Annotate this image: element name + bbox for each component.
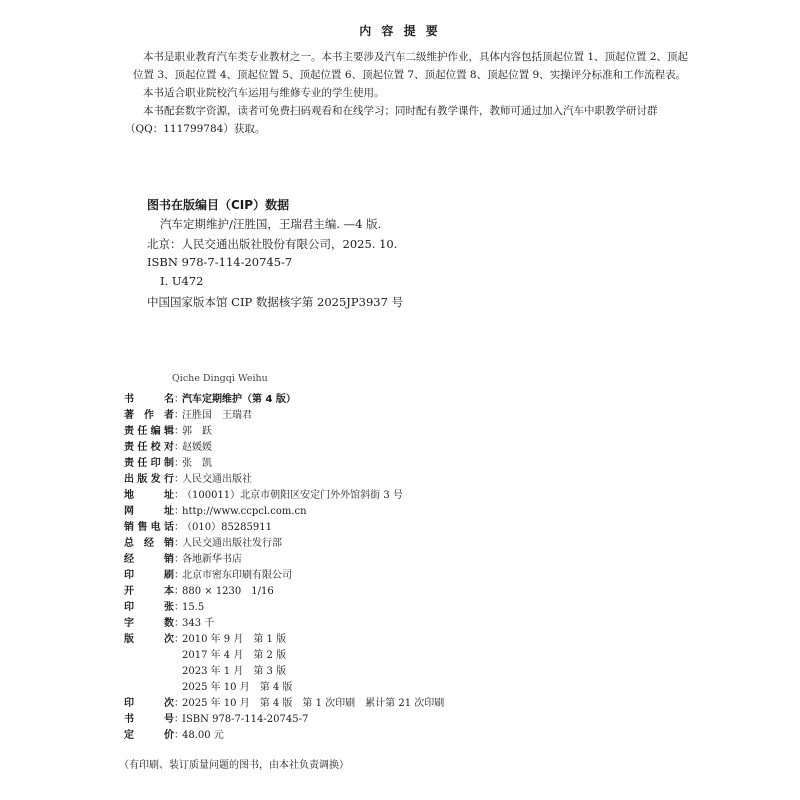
- copyright-value: 北京市密东印刷有限公司: [182, 570, 292, 581]
- copyright-row: [124, 630, 444, 646]
- copyright-row: [124, 614, 444, 630]
- summary-paragraph-2: 本书适合职业院校汽车运用与维修专业的学生使用。: [143, 87, 385, 99]
- copyright-row: [124, 694, 444, 710]
- copyright-label: 责任校对: [124, 442, 174, 453]
- copyright-row: [124, 566, 444, 582]
- copyright-label: 书 号: [124, 714, 174, 725]
- copyright-value: 880 × 1230 1/16: [182, 586, 274, 597]
- cip-line-5: 中国国家版本馆 CIP 数据核字第 2025JP3937 号: [147, 295, 404, 309]
- copyright-row: [124, 678, 444, 694]
- copyright-row: [124, 518, 444, 534]
- copyright-colon: ：: [174, 730, 184, 741]
- copyright-row: [124, 662, 444, 678]
- copyright-value: 各地新华书店: [182, 554, 242, 565]
- copyright-value: http://www.ccpcl.com.cn: [182, 506, 307, 517]
- copyright-label: 印 次: [124, 698, 174, 709]
- copyright-value: 郭 跃: [182, 426, 212, 437]
- copyright-row: [124, 470, 444, 486]
- copyright-label: 版 次: [124, 634, 174, 645]
- copyright-row: [124, 550, 444, 566]
- copyright-row: [124, 422, 444, 438]
- copyright-label: 出版发行: [124, 474, 174, 485]
- copyright-colon: ：: [174, 490, 184, 501]
- copyright-colon: ：: [174, 570, 184, 581]
- quality-note: （有印刷、装订质量问题的图书，由本社负责调换）: [119, 760, 349, 771]
- cip-line-2: 北京：人民交通出版社股份有限公司，2025. 10.: [147, 237, 398, 251]
- copyright-colon: ：: [174, 586, 184, 597]
- copyright-label: 印 刷: [124, 570, 174, 581]
- copyright-colon: ：: [174, 698, 184, 709]
- summary-paragraph-1-line-1: 本书是职业教育汽车类专业教材之一。本书主要涉及汽车二级维护作业，具体内容包括顶起位置 1、顶起位置 2、顶起: [143, 51, 689, 63]
- pinyin-title: Qiche Dingqi Weihu: [172, 373, 268, 384]
- copyright-row: [124, 726, 444, 742]
- copyright-colon: ：: [174, 538, 184, 549]
- summary-paragraph-3-line-1: 本书配套数字资源，读者可免费扫码观看和在线学习；同时配有教学课件，教师可通过加入汽车中职教学研讨群: [143, 105, 658, 117]
- summary-paragraph-1-line-2: 位置 3、顶起位置 4、顶起位置 5、顶起位置 6、顶起位置 7、顶起位置 8、顶起位置 9、实操评分标准和工作流程表。: [133, 69, 687, 81]
- copyright-row: [124, 502, 444, 518]
- copyright-row: [124, 710, 444, 726]
- copyright-page-block: [124, 390, 444, 742]
- copyright-value: （010）85285911: [182, 522, 272, 533]
- copyright-label: 书 名: [124, 394, 174, 405]
- copyright-value: 汽车定期维护（第 4 版）: [182, 394, 296, 405]
- copyright-value: 人民交通出版社发行部: [182, 538, 282, 549]
- copyright-row: [124, 598, 444, 614]
- copyright-row: [124, 534, 444, 550]
- cip-line-4: Ⅰ. U472: [160, 274, 204, 288]
- copyright-colon: ：: [174, 506, 184, 517]
- copyright-colon: ：: [174, 474, 184, 485]
- copyright-value: 人民交通出版社: [182, 474, 252, 485]
- copyright-label: 著 作 者: [124, 410, 174, 421]
- copyright-label: 责任编辑: [124, 426, 174, 437]
- cip-line-1: 汽车定期维护/汪胜国，王瑞君主编. —4 版.: [160, 217, 382, 231]
- copyright-value: ISBN 978-7-114-20745-7: [182, 714, 309, 725]
- copyright-value: 2010 年 9 月 第 1 版: [182, 634, 287, 645]
- copyright-row: [124, 582, 444, 598]
- copyright-label: 总 经 销: [124, 538, 174, 549]
- copyright-value: 343 千: [182, 618, 215, 629]
- copyright-colon: ：: [174, 410, 184, 421]
- copyright-row: [124, 406, 444, 422]
- cip-heading: 图书在版编目（CIP）数据: [147, 198, 290, 212]
- copyright-label: 网 址: [124, 506, 174, 517]
- copyright-row: [124, 438, 444, 454]
- copyright-colon: ：: [174, 714, 184, 725]
- copyright-value: 赵媛媛: [182, 442, 212, 453]
- copyright-colon: ：: [174, 602, 184, 613]
- copyright-value: 张 凯: [182, 458, 212, 469]
- copyright-value: 15.5: [182, 602, 205, 613]
- copyright-colon: ：: [174, 426, 184, 437]
- summary-paragraph-3-line-2: （QQ：111799784）获取。: [125, 123, 266, 135]
- copyright-label: 印 张: [124, 602, 174, 613]
- summary-title: 内 容 提 要: [359, 24, 441, 38]
- copyright-value: 2025 年 10 月 第 4 版 第 1 次印刷 累计第 21 次印刷: [182, 698, 445, 709]
- copyright-colon: ：: [174, 394, 184, 405]
- copyright-label: 销售电话: [124, 522, 174, 533]
- copyright-value: 汪胜国 王瑞君: [182, 410, 252, 421]
- copyright-row: [124, 486, 444, 502]
- copyright-label: 地 址: [124, 490, 174, 501]
- copyright-label: 责任印制: [124, 458, 174, 469]
- copyright-value: 2017 年 4 月 第 2 版: [182, 650, 287, 661]
- copyright-row: [124, 454, 444, 470]
- copyright-colon: ：: [174, 554, 184, 565]
- copyright-colon: ：: [174, 458, 184, 469]
- copyright-value: 2025 年 10 月 第 4 版: [182, 682, 293, 693]
- copyright-label: 开 本: [124, 586, 174, 597]
- copyright-colon: ：: [174, 522, 184, 533]
- copyright-colon: ：: [174, 618, 184, 629]
- copyright-label: 字 数: [124, 618, 174, 629]
- copyright-value: （100011）北京市朝阳区安定门外外馆斜街 3 号: [182, 490, 403, 501]
- copyright-row: [124, 390, 444, 406]
- copyright-value: 48.00 元: [182, 730, 224, 741]
- copyright-colon: ：: [174, 442, 184, 453]
- copyright-colon: ：: [174, 634, 184, 645]
- copyright-row: [124, 646, 444, 662]
- copyright-label: 定 价: [124, 730, 174, 741]
- cip-line-3: ISBN 978-7-114-20745-7: [147, 255, 293, 269]
- copyright-value: 2023 年 1 月 第 3 版: [182, 666, 287, 677]
- copyright-label: 经 销: [124, 554, 174, 565]
